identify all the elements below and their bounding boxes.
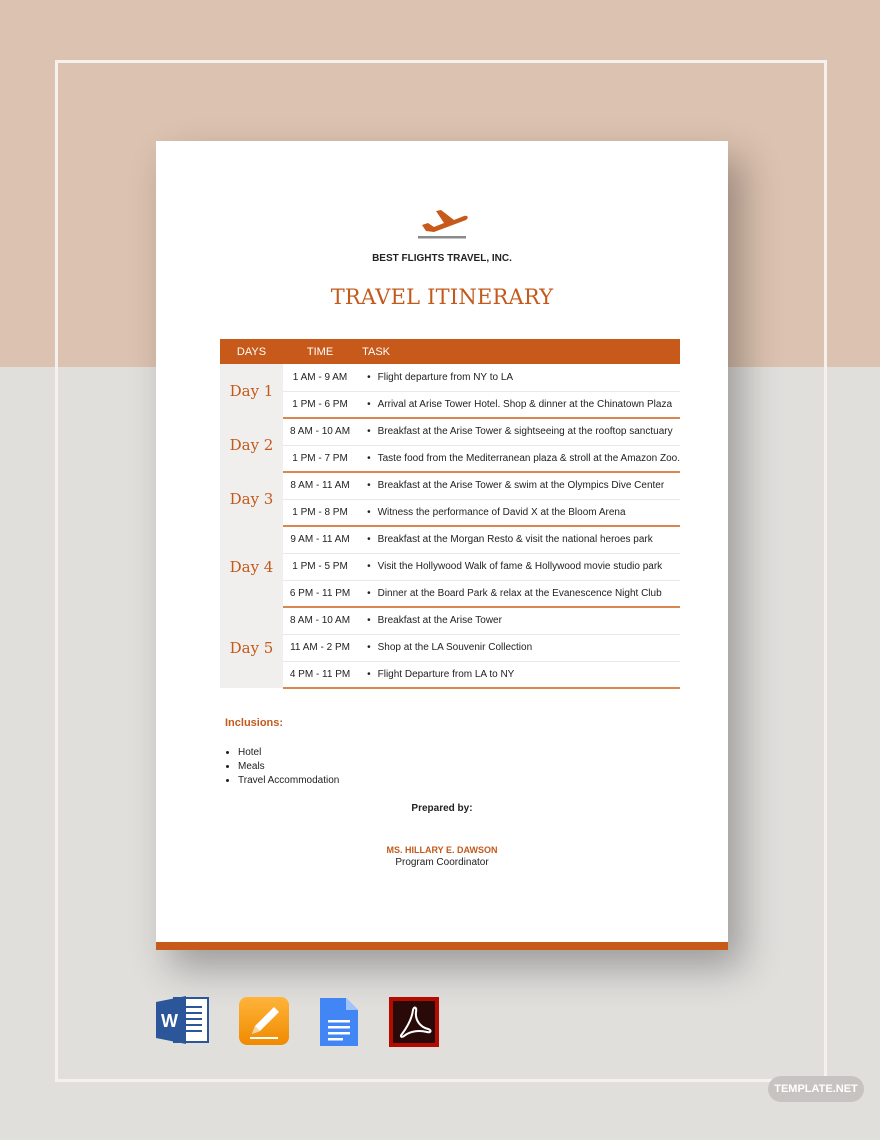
time-cell: 6 PM - 11 PM [283, 580, 357, 607]
time-cell: 8 AM - 10 AM [283, 607, 357, 634]
time-cell: 1 PM - 6 PM [283, 391, 357, 418]
task-cell: • Shop at the LA Souvenir Collection [357, 634, 680, 661]
document-page [156, 141, 728, 950]
word-icon[interactable] [156, 996, 210, 1044]
time-cell: 1 AM - 9 AM [283, 364, 357, 391]
task-cell: • Dinner at the Board Park & relax at the Evanescence Night Club [357, 580, 680, 607]
task-cell: • Breakfast at the Arise Tower [357, 607, 680, 634]
company-name: BEST FLIGHTS TRAVEL, INC. [372, 253, 512, 264]
time-cell: 4 PM - 11 PM [283, 661, 357, 688]
header-task: TASK [357, 339, 680, 364]
table-row [220, 499, 680, 526]
list-item: • Meals [238, 760, 339, 774]
time-cell: 8 AM - 11 AM [283, 472, 357, 499]
document-bottom-bar [156, 942, 728, 950]
svg-text:W: W [161, 1011, 178, 1031]
time-cell: 1 PM - 7 PM [283, 445, 357, 472]
table-header-row [220, 339, 680, 364]
inclusions-heading: Inclusions: [225, 717, 284, 729]
task-cell: • Taste food from the Mediterranean plaza & stroll at the Amazon Zoo. [357, 445, 680, 472]
watermark-badge: TEMPLATE.NET [768, 1076, 864, 1102]
header-time: TIME [283, 339, 357, 364]
signatory-role: Program Coordinator [395, 857, 489, 868]
table-row [220, 526, 680, 553]
prepared-by-label: Prepared by: [411, 803, 473, 814]
day-label: Day 5 [220, 607, 283, 688]
day-label: Day 2 [220, 418, 283, 472]
pages-icon[interactable] [238, 996, 290, 1046]
table-row [220, 445, 680, 472]
time-cell: 1 PM - 8 PM [283, 499, 357, 526]
google-docs-icon[interactable] [318, 996, 360, 1048]
pdf-icon[interactable] [388, 996, 440, 1048]
time-cell: 8 AM - 10 AM [283, 418, 357, 445]
task-cell: • Arrival at Arise Tower Hotel. Shop & dinner at the Chinatown Plaza [357, 391, 680, 418]
table-row [220, 553, 680, 580]
table-row [220, 607, 680, 634]
table-row [220, 364, 680, 391]
signatory-name: MS. HILLARY E. DAWSON [386, 845, 498, 855]
itinerary-table [220, 339, 680, 689]
inclusions-list [238, 746, 339, 788]
list-item: • Travel Accommodation [238, 774, 339, 788]
document-title: TRAVEL ITINERARY [330, 285, 554, 309]
table-row [220, 418, 680, 445]
task-cell: • Breakfast at the Arise Tower & sightseeing at the rooftop sanctuary [357, 418, 680, 445]
task-cell: • Breakfast at the Arise Tower & swim at the Olympics Dive Center [357, 472, 680, 499]
task-cell: • Visit the Hollywood Walk of fame & Hollywood movie studio park [357, 553, 680, 580]
time-cell: 11 AM - 2 PM [283, 634, 357, 661]
table-row [220, 391, 680, 418]
task-cell: • Breakfast at the Morgan Resto & visit the national heroes park [357, 526, 680, 553]
table-row [220, 472, 680, 499]
table-row [220, 634, 680, 661]
day-label: Day 4 [220, 526, 283, 607]
day-label: Day 1 [220, 364, 283, 418]
task-cell: • Flight Departure from LA to NY [357, 661, 680, 688]
header-days: DAYS [220, 339, 283, 364]
day-label: Day 3 [220, 472, 283, 526]
airplane-takeoff-icon [414, 203, 470, 243]
list-item: • Hotel [238, 746, 339, 760]
time-cell: 9 AM - 11 AM [283, 526, 357, 553]
table-row [220, 661, 680, 688]
task-cell: • Flight departure from NY to LA [357, 364, 680, 391]
task-cell: • Witness the performance of David X at the Bloom Arena [357, 499, 680, 526]
table-row [220, 580, 680, 607]
time-cell: 1 PM - 5 PM [283, 553, 357, 580]
